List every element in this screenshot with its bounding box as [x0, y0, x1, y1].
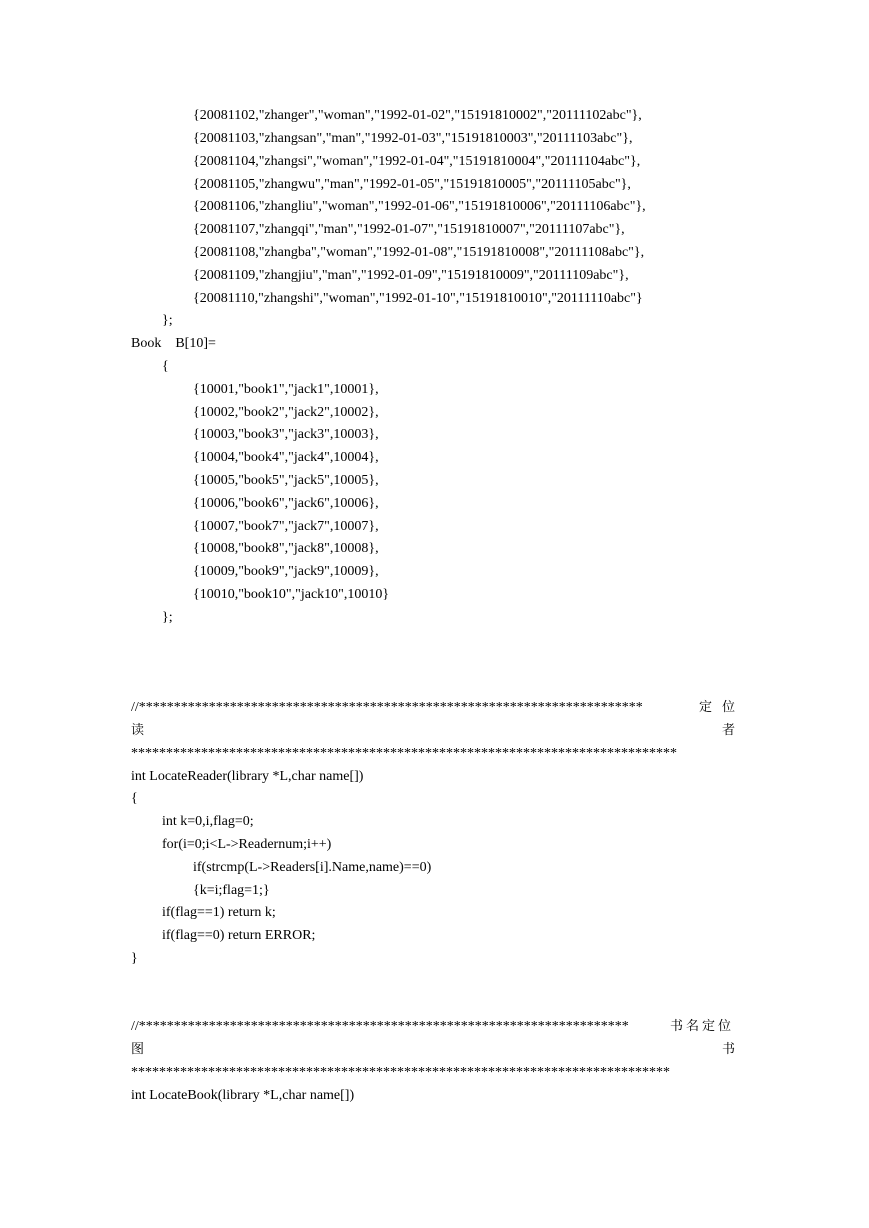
locate-reader-comment-head: //************************************************************************: [131, 700, 643, 715]
reader-entry: {20081110,"zhangshi","woman","1992-01-10","15191810010","20111110abc"}: [193, 291, 643, 306]
reader-entry: {20081106,"zhangliu","woman","1992-01-06","15191810006","20111106abc"},: [193, 199, 646, 214]
code-line: {k=i;flag=1;}: [193, 883, 270, 898]
function-close-brace: }: [131, 951, 138, 966]
book-entry: {10004,"book4","jack4",10004},: [193, 450, 379, 465]
comment-cjk-char: 者: [722, 723, 736, 738]
comment-cjk-char: 书: [722, 1042, 736, 1057]
comment-cjk-char: 图: [131, 1042, 145, 1057]
code-line: if(flag==0) return ERROR;: [162, 928, 316, 943]
book-entry: {10006,"book6","jack6",10006},: [193, 496, 379, 511]
book-entry: {10008,"book8","jack8",10008},: [193, 541, 379, 556]
code-line: if(flag==1) return k;: [162, 905, 276, 920]
reader-entry: {20081108,"zhangba","woman","1992-01-08","15191810008","20111108abc"},: [193, 245, 645, 260]
code-line: if(strcmp(L->Readers[i].Name,name)==0): [193, 860, 432, 875]
book-entry: {10010,"book10","jack10",10010}: [193, 587, 390, 602]
reader-entry: {20081103,"zhangsan","man","1992-01-03","15191810003","20111103abc"},: [193, 131, 633, 146]
books-close-brace: };: [162, 610, 173, 625]
comment-cjk-char: 读: [131, 723, 145, 738]
function-signature: int LocateReader(library *L,char name[]): [131, 769, 364, 784]
reader-entry: {20081104,"zhangsi","woman","1992-01-04","15191810004","20111104abc"},: [193, 154, 641, 169]
comment-cjk-char: 定: [699, 700, 713, 715]
books-open-brace: {: [162, 359, 169, 374]
comment-cjk-char: 位: [722, 700, 736, 715]
book-entry: {10002,"book2","jack2",10002},: [193, 405, 379, 420]
locate-book-comment-stars: *****************************************************************************: [131, 1065, 670, 1080]
readers-close-brace: };: [162, 313, 173, 328]
reader-entry: {20081109,"zhangjiu","man","1992-01-09","15191810009","20111109abc"},: [193, 268, 629, 283]
function-signature: int LocateBook(library *L,char name[]): [131, 1088, 355, 1103]
book-array-declaration: Book B[10]=: [131, 336, 216, 351]
locate-reader-comment-stars: ******************************************************************************: [131, 746, 677, 761]
book-entry: {10007,"book7","jack7",10007},: [193, 519, 379, 534]
book-entry: {10003,"book3","jack3",10003},: [193, 427, 379, 442]
code-line: int k=0,i,flag=0;: [162, 814, 254, 829]
function-open-brace: {: [131, 791, 138, 806]
reader-entry: {20081107,"zhangqi","man","1992-01-07","15191810007","20111107abc"},: [193, 222, 625, 237]
book-entry: {10009,"book9","jack9",10009},: [193, 564, 379, 579]
code-line: for(i=0;i<L->Readernum;i++): [162, 837, 332, 852]
reader-entry: {20081102,"zhanger","woman","1992-01-02","15191810002","20111102abc"},: [193, 108, 642, 123]
book-entry: {10001,"book1","jack1",10001},: [193, 382, 379, 397]
reader-entry: {20081105,"zhangwu","man","1992-01-05","15191810005","20111105abc"},: [193, 177, 631, 192]
locate-book-comment-head: //**********************************************************************: [131, 1019, 629, 1034]
book-entry: {10005,"book5","jack5",10005},: [193, 473, 379, 488]
comment-cjk-text: 书名定位: [670, 1019, 735, 1034]
